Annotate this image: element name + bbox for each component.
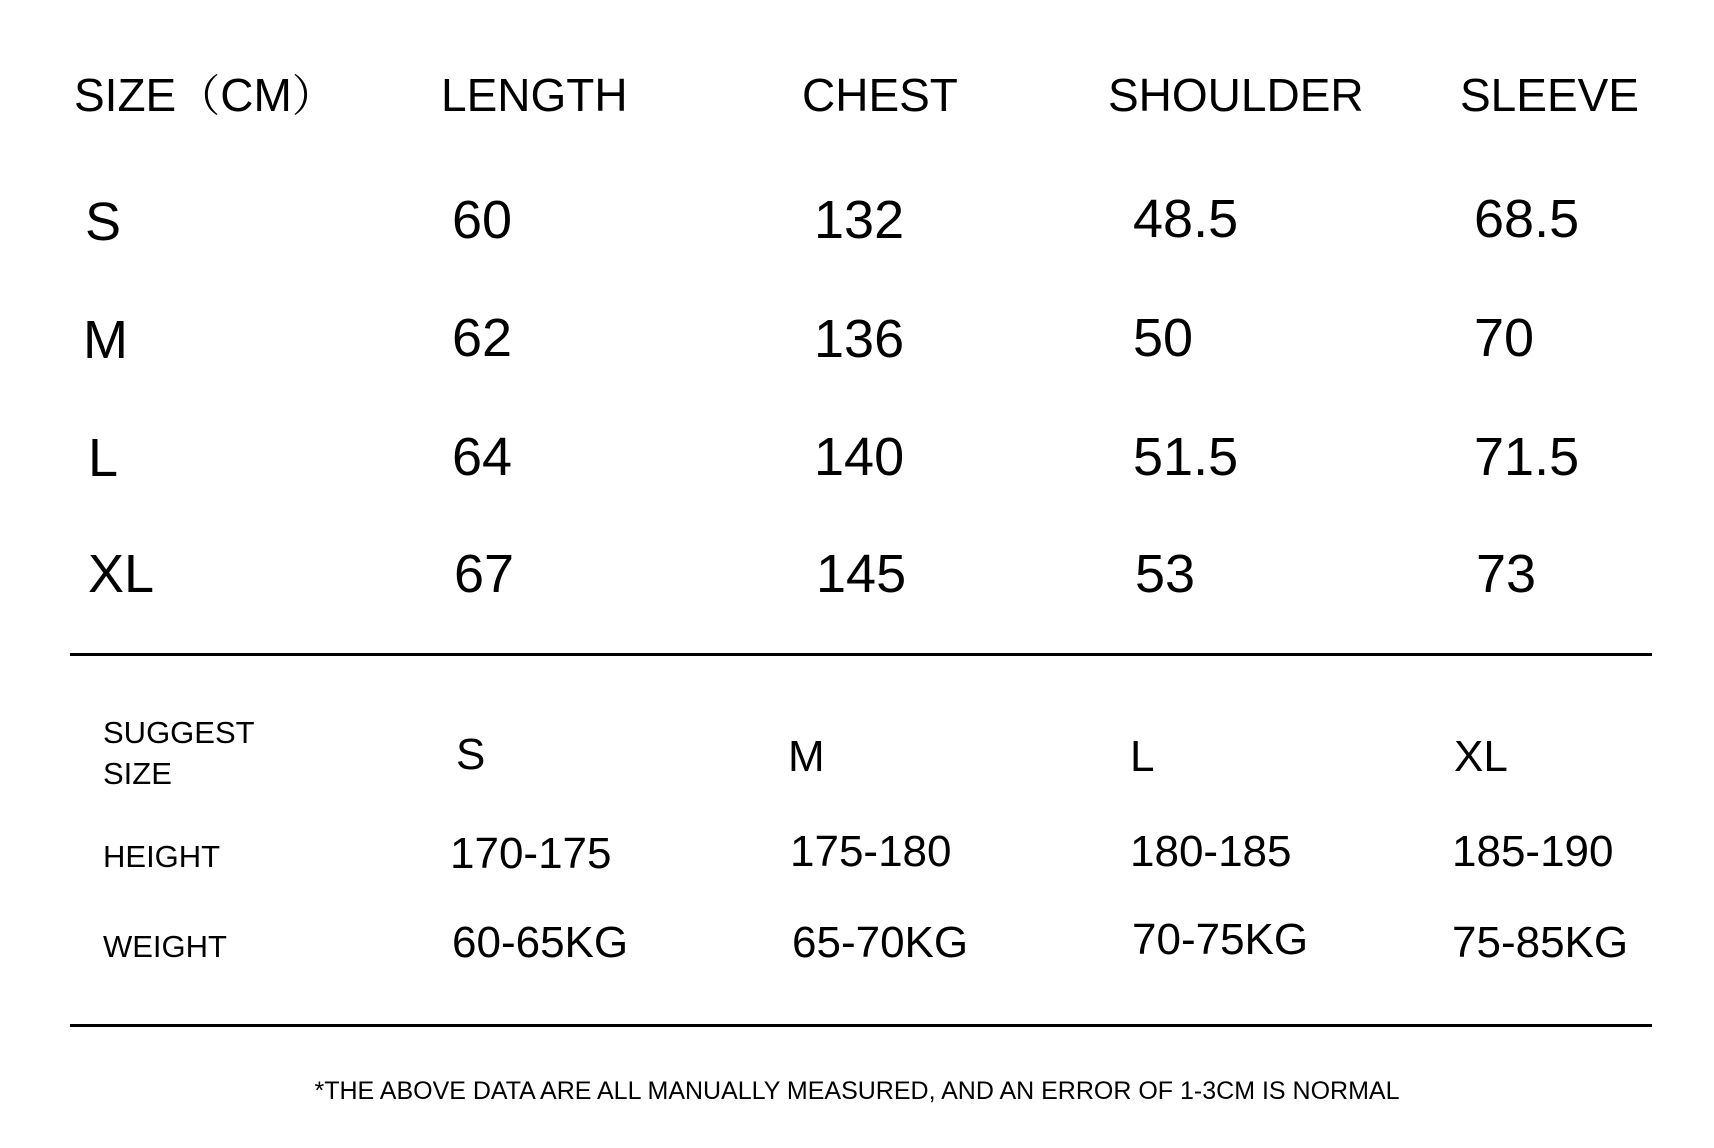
- chest-column-header: CHEST: [802, 69, 958, 121]
- row-xl-length: 67: [454, 544, 515, 604]
- row-size-s: S: [85, 192, 122, 252]
- row-s-shoulder: 48.5: [1133, 189, 1239, 249]
- unit-open-paren: （: [176, 71, 221, 122]
- suggest-label-line1: SUGGEST: [103, 715, 255, 750]
- unit-label: CM: [220, 69, 292, 121]
- height-l: 180-185: [1130, 827, 1292, 876]
- height-label: HEIGHT: [103, 839, 221, 874]
- divider-top: [70, 653, 1652, 656]
- suggest-size-s: S: [456, 730, 486, 779]
- weight-label: WEIGHT: [103, 929, 227, 964]
- row-l-chest: 140: [814, 427, 905, 487]
- suggest-size-m: M: [788, 732, 825, 781]
- suggest-label-line2: SIZE: [103, 756, 172, 791]
- row-xl-shoulder: 53: [1135, 544, 1196, 604]
- suggest-size-xl: XL: [1454, 732, 1508, 781]
- row-size-l: L: [88, 428, 119, 488]
- weight-l: 70-75KG: [1132, 915, 1309, 964]
- height-m: 175-180: [790, 827, 952, 876]
- row-s-sleeve: 68.5: [1474, 189, 1580, 249]
- row-xl-sleeve: 73: [1476, 544, 1537, 604]
- row-s-length: 60: [452, 190, 513, 250]
- footnote: *THE ABOVE DATA ARE ALL MANUALLY MEASURED, AND AN ERROR OF 1-3CM IS NORMAL: [314, 1077, 1400, 1105]
- height-xl: 185-190: [1452, 827, 1614, 876]
- weight-m: 65-70KG: [792, 918, 969, 967]
- row-m-chest: 136: [814, 309, 905, 369]
- row-l-sleeve: 71.5: [1474, 427, 1580, 487]
- size-column-header: [74, 69, 336, 122]
- length-column-header: LENGTH: [441, 69, 628, 121]
- row-m-length: 62: [452, 308, 513, 368]
- row-l-length: 64: [452, 427, 513, 487]
- row-xl-chest: 145: [816, 544, 907, 604]
- weight-xl: 75-85KG: [1452, 918, 1629, 967]
- shoulder-column-header: SHOULDER: [1108, 69, 1364, 121]
- row-m-shoulder: 50: [1133, 308, 1194, 368]
- weight-s: 60-65KG: [452, 918, 629, 967]
- row-l-shoulder: 51.5: [1133, 427, 1239, 487]
- row-size-xl: XL: [88, 544, 155, 604]
- row-s-chest: 132: [814, 190, 905, 250]
- sleeve-column-header: SLEEVE: [1460, 69, 1639, 121]
- unit-close-paren: ）: [291, 71, 336, 122]
- height-s: 170-175: [450, 829, 612, 878]
- row-size-m: M: [83, 310, 128, 370]
- suggest-size-l: L: [1130, 732, 1155, 781]
- size-header-label: SIZE: [74, 69, 177, 121]
- divider-bottom: [70, 1024, 1652, 1027]
- row-m-sleeve: 70: [1474, 308, 1535, 368]
